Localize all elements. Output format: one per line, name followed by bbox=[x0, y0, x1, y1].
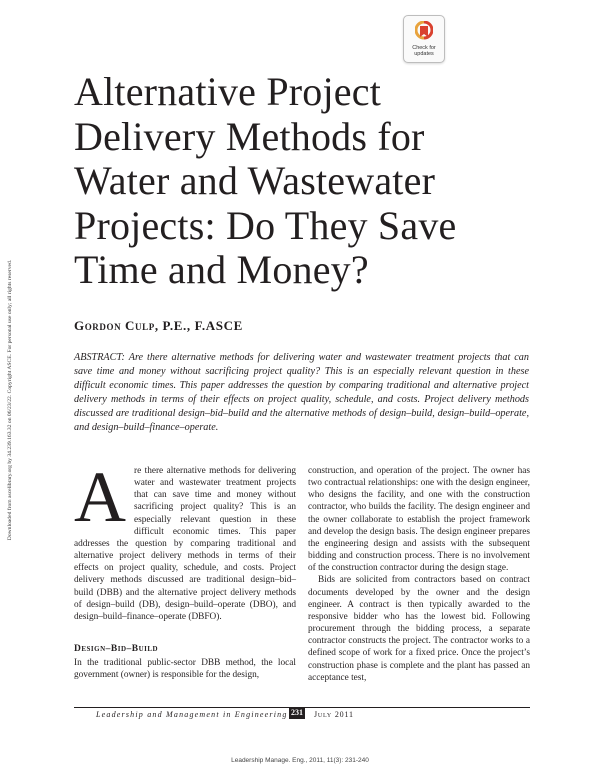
footer-journal-name: Leadership and Management in Engineering bbox=[96, 710, 288, 719]
check-for-updates-icon bbox=[415, 21, 433, 41]
section-text: In the traditional public-sector DBB method, the local government (owner) is responsible for the design, bbox=[74, 658, 296, 681]
right-paragraph-1: construction, and operation of the project. The owner has two contractual relationships: one with the design engineer, who designs the facility, and one with the construction contractor, who builds the facility. The design engineer and the owner collaborate to establish the project framework and develop the design basis. The design engineer prepares the engineering design and assists with the subsequent bidding and construction process. There is no involvement of the construction contractor during the design stage. bbox=[308, 466, 530, 574]
check-for-updates-badge[interactable] bbox=[403, 15, 445, 63]
section-heading: Design–Bid–Build bbox=[74, 644, 159, 655]
badge-line2: updates bbox=[414, 51, 434, 57]
intro-paragraph bbox=[74, 457, 296, 623]
abstract: ABSTRACT: Are there alternative methods for delivering water and wastewater treatment projects that can save time and money without sacrificing project quality? This is an especially relevant question in these difficult economic times. This paper addresses the question by comparing traditional and alternative project delivery methods in terms of their effects on project quality, schedule, and costs. Project delivery methods discussed are traditional design–bid–build and the alternative methods of design–build, design–build–operate, and design–build–finance–operate. bbox=[74, 352, 529, 434]
author-line: Gordon Culp, P.E., F.ASCE bbox=[74, 318, 243, 333]
page-number: 231 bbox=[291, 708, 303, 717]
right-column bbox=[308, 465, 530, 684]
article-title: Alternative Project Delivery Methods for Water and Wastewater Projects: Do They Save Time and Money? bbox=[74, 69, 457, 292]
download-notice: Downloaded from ascelibrary.org by 34.239.163.32 on 06/23/22. Copyright ASCE. For personal use only; all rights reserved. bbox=[7, 259, 13, 541]
citation: Leadership Manage. Eng., 2011, 11(3): 231-240 bbox=[231, 757, 369, 764]
footer-date: July 2011 bbox=[314, 710, 354, 719]
intro-text: re there alternative methods for delivering water and wastewater treatment projects that can save time and money without sacrificing project quality? This is an especially relevant question in these difficult economic times. This paper addresses the question by comparing traditional and alternative project delivery methods in terms of their effects on project quality, schedule, and costs. Project delivery methods discussed are traditional design–bid–build (DBB) and the alternative project delivery methods of design–build (DB), design–build–operate (DBO), and design–build–finance–operate (DBFO). bbox=[74, 466, 296, 622]
left-column bbox=[74, 457, 296, 682]
drop-cap: A bbox=[74, 457, 126, 537]
right-paragraph-2: Bids are solicited from contractors based on contract documents developed by the owner and the design engineer. A contract is then typically awarded to the responsive bidder who has the lowest bid. Following procurement through the bidding process, a separate contractor constructs the project. The contractor works to a defined scope of work for a fixed price. Once the project’s construction phase is complete and the plant has passed an acceptance test, bbox=[308, 575, 530, 683]
badge-line1: Check for bbox=[412, 45, 436, 51]
